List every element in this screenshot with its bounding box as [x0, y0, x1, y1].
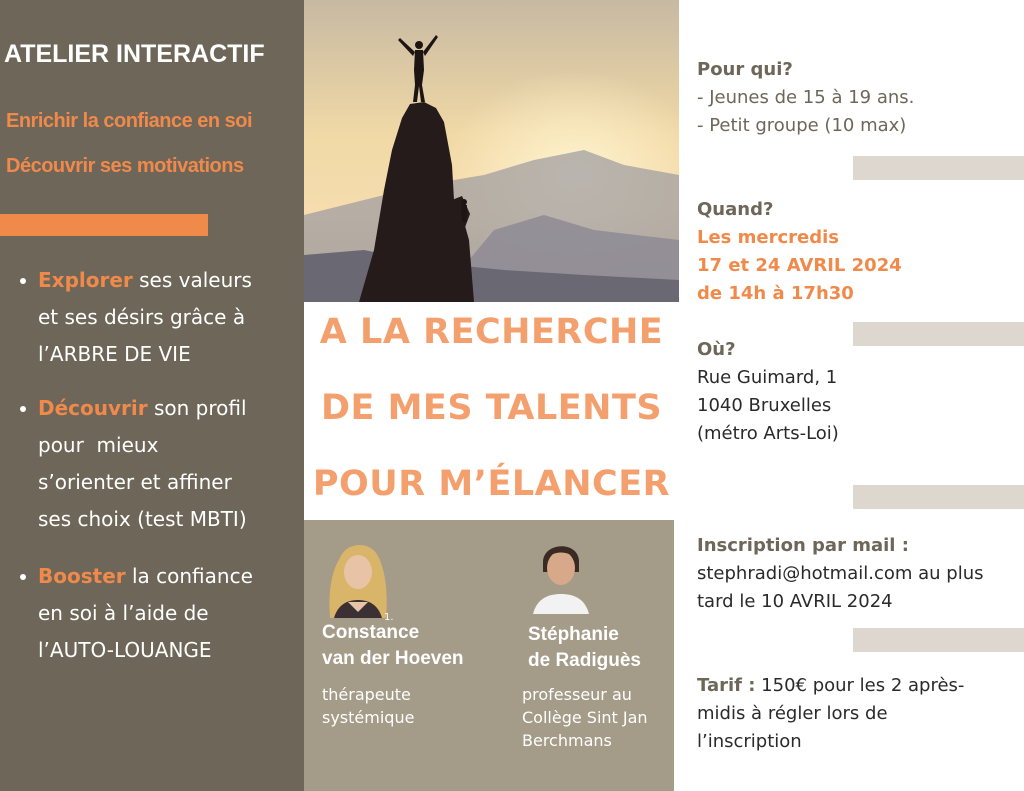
presenter-1-role — [322, 683, 414, 729]
accent-bar — [0, 214, 208, 236]
presenter-2-first-name: Stéphanie — [528, 624, 619, 645]
bullet-text: l’AUTO-LOUANGE — [38, 638, 212, 662]
presenters-panel — [304, 520, 674, 791]
bullet-text: ses choix (test MBTI) — [38, 507, 247, 531]
when-line-1: Les mercredis — [697, 227, 840, 248]
avatar — [322, 530, 394, 618]
list-item — [20, 558, 300, 669]
mountain-climber-image — [304, 0, 679, 302]
workshop-title: ATELIER INTERACTIF — [4, 40, 265, 68]
bullet-text: ses valeurs — [132, 268, 252, 292]
presenter-1-first-name: Constance — [322, 622, 420, 643]
bullet-keyword: Booster — [38, 564, 126, 588]
bullet-text: en soi à l’aide de — [38, 601, 209, 625]
bullet-keyword: Explorer — [38, 268, 133, 292]
divider-bar — [853, 156, 1024, 180]
subtitle-motivations: Découvrir ses motivations — [6, 155, 244, 177]
tarif-line-3: l’inscription — [697, 731, 802, 752]
inscription-line-1: stephradi@hotmail.com au plus — [697, 563, 984, 584]
tarif-text: 150€ pour les 2 après- — [755, 675, 965, 696]
footnote-mark: 1. — [384, 612, 394, 623]
when-line-3: de 14h à 17h30 — [697, 283, 854, 304]
presenter-2-last-name: de Radiguès — [528, 650, 641, 671]
tarif-line-1 — [697, 672, 964, 700]
tarif-line-2: midis à régler lors de — [697, 703, 888, 724]
list-item — [20, 390, 300, 538]
bullet-text: l’ARBRE DE VIE — [38, 342, 191, 366]
inscription-line-2: tard le 10 AVRIL 2024 — [697, 591, 893, 612]
tarif-label: Tarif : — [697, 675, 756, 696]
presenter-1-last-name: van der Hoeven — [322, 648, 464, 669]
presenter-2-name — [528, 622, 641, 674]
bullet-text: pour mieux — [38, 433, 159, 457]
where-line-1: Rue Guimard, 1 — [697, 367, 838, 388]
bullet-text: et ses désirs grâce à — [38, 305, 246, 329]
presenter-2-role-line: Berchmans — [522, 731, 612, 750]
bullet-text: son profil — [147, 396, 247, 420]
presenter-2-role-line: Collège Sint Jan — [522, 708, 648, 727]
presenter-1-role-line: thérapeute — [322, 685, 411, 704]
divider-bar — [853, 485, 1024, 509]
bullet-text: la confiance — [125, 564, 253, 588]
when-line-2: 17 et 24 AVRIL 2024 — [697, 255, 902, 276]
avatar — [529, 532, 593, 614]
bullet-text: s’orienter et affiner — [38, 470, 232, 494]
inscription-label: Inscription par mail : — [697, 535, 909, 556]
event-title-line-3: POUR M’ÉLANCER — [312, 464, 671, 504]
bullet-keyword: Découvrir — [38, 396, 148, 420]
presenter-2-role-line: professeur au — [522, 685, 632, 704]
list-item — [20, 262, 300, 373]
presenter-2-role — [522, 683, 648, 752]
when-label: Quand? — [697, 199, 774, 220]
divider-bar — [853, 628, 1024, 652]
presenter-1-role-line: systémique — [322, 708, 415, 727]
summit-photo — [304, 0, 679, 302]
divider-bar — [853, 322, 1024, 346]
info-column — [679, 0, 1024, 791]
event-title-line-1: A LA RECHERCHE — [319, 312, 664, 352]
where-line-3: (métro Arts-Loi) — [697, 423, 839, 444]
who-line-2: - Petit groupe (10 max) — [697, 115, 907, 136]
presenter-1-name — [322, 620, 464, 672]
who-label: Pour qui? — [697, 59, 793, 80]
event-title-line-2: DE MES TALENTS — [320, 388, 663, 428]
left-panel — [0, 0, 304, 791]
where-line-2: 1040 Bruxelles — [697, 395, 832, 416]
subtitle-confidence: Enrichir la confiance en soi — [6, 110, 253, 132]
who-line-1: - Jeunes de 15 à 19 ans. — [697, 87, 915, 108]
activity-list — [20, 262, 300, 686]
event-title-block — [304, 302, 679, 520]
where-label: Où? — [697, 339, 736, 360]
